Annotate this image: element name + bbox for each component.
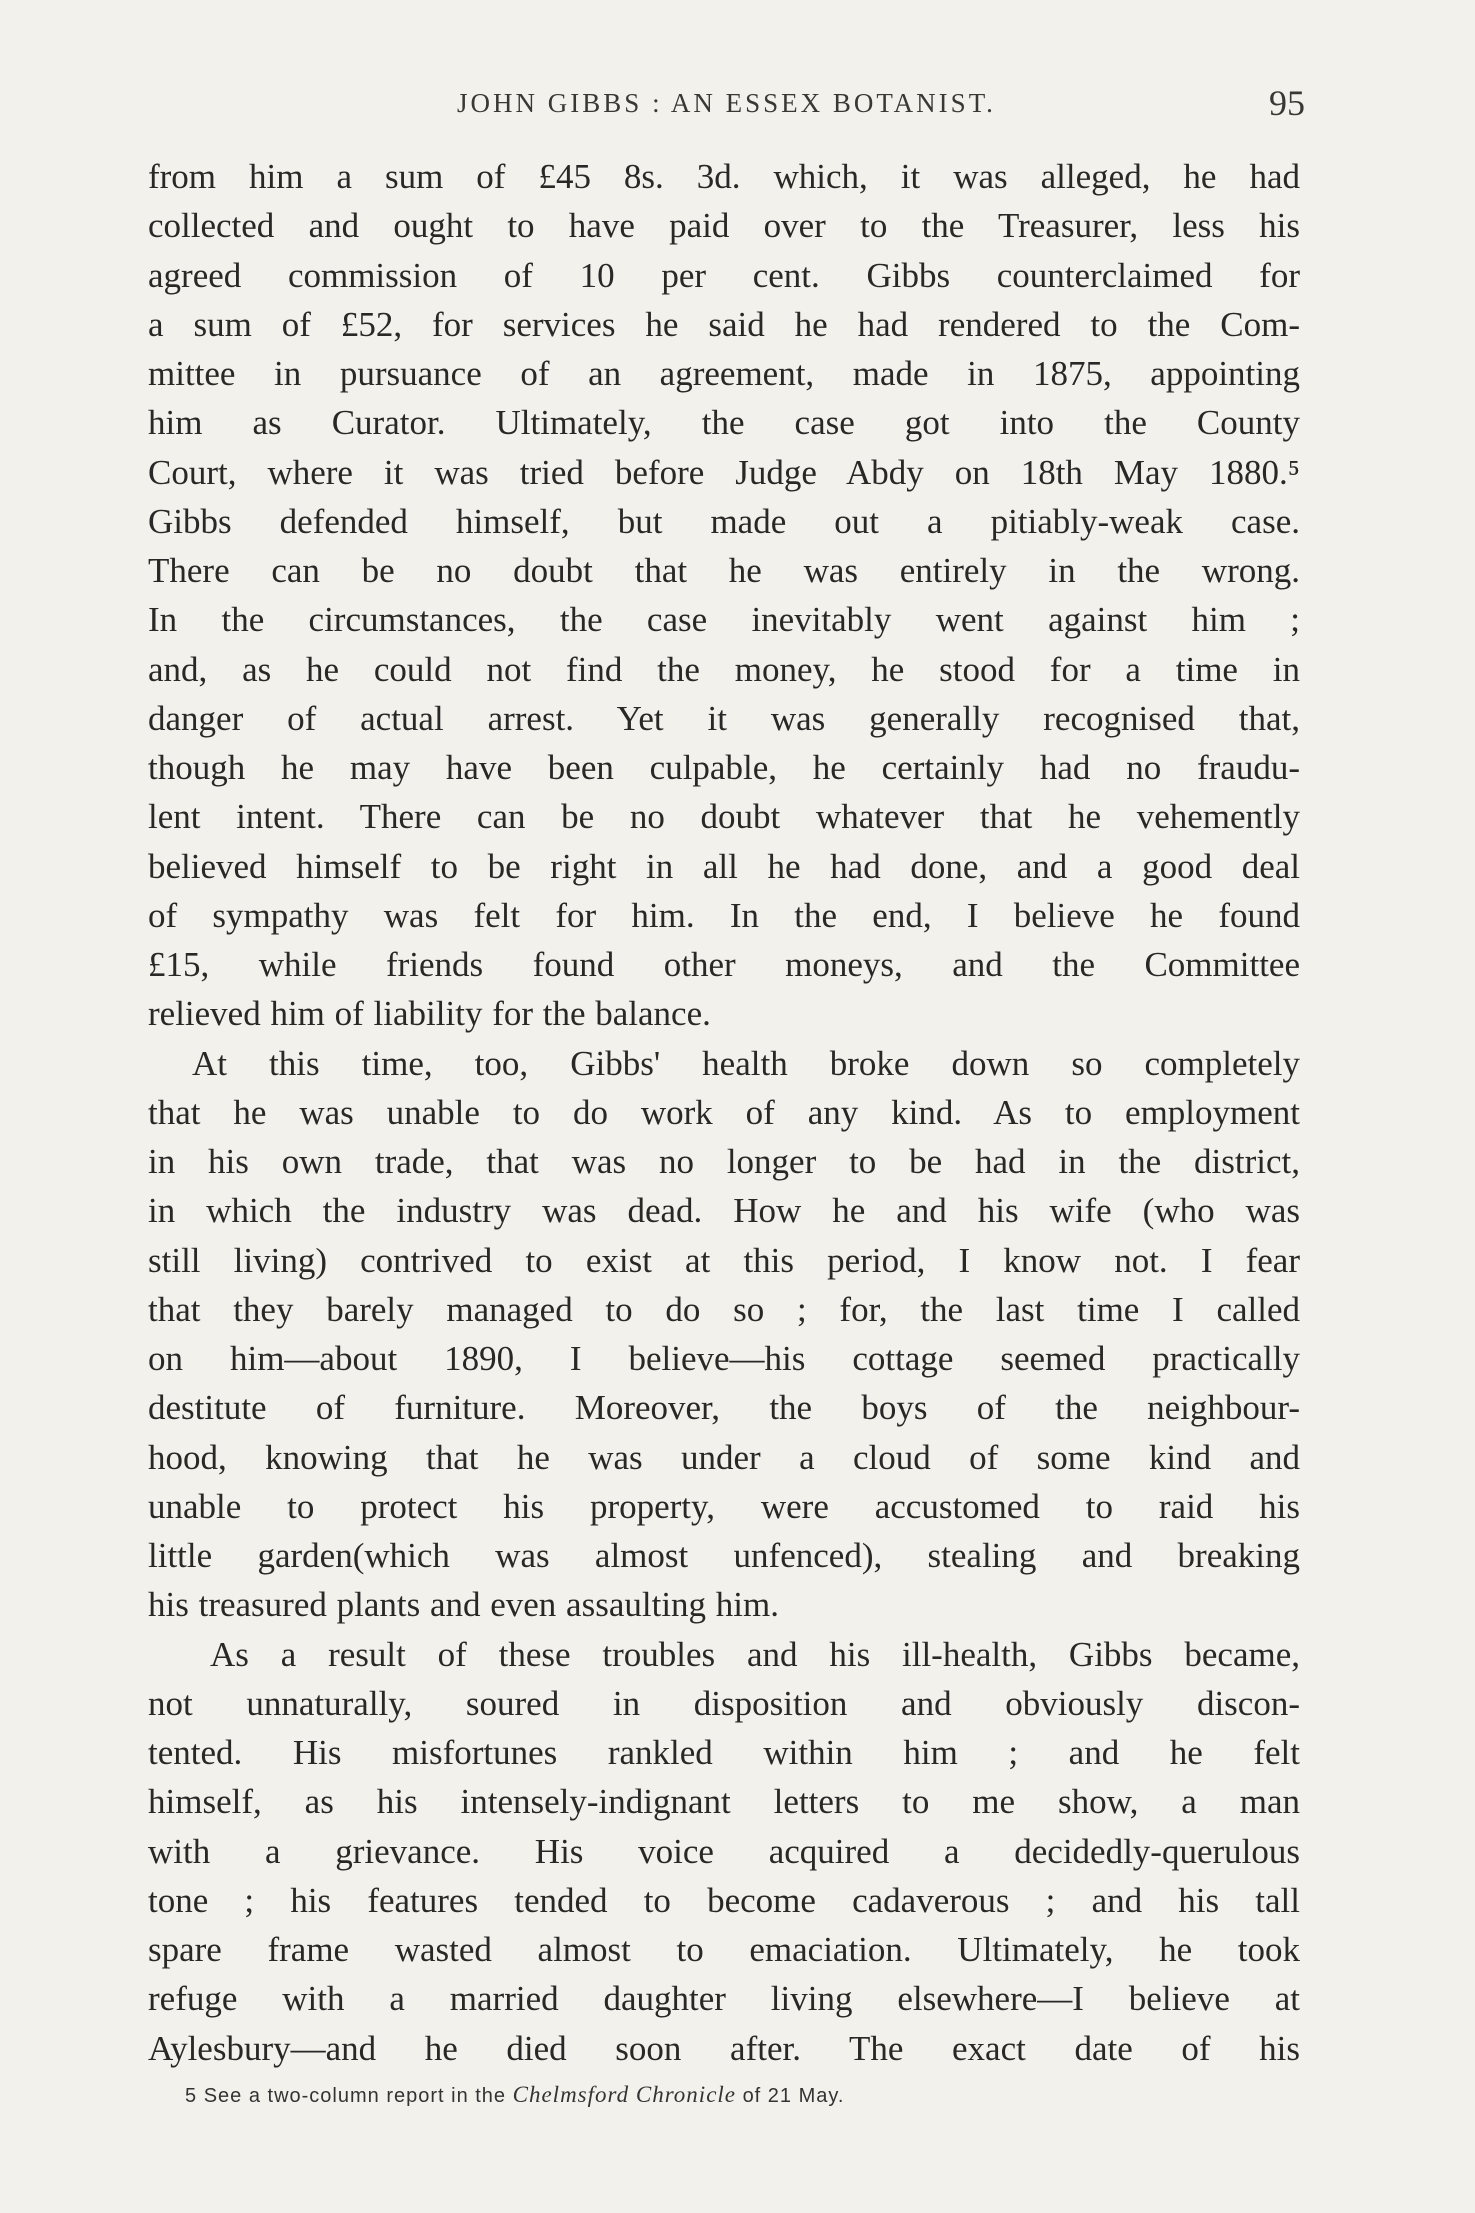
text-line: collected and ought to have paid over to the Treasurer, less his [148,206,1300,246]
text-line: still living) contrived to exist at this period, I know not. I fear [148,1240,1300,1280]
body-text [148,152,1300,2073]
text-line: agreed commission of 10 per cent. Gibbs counterclaimed for [148,255,1300,295]
text-line: in his own trade, that was no longer to be had in the district, [148,1142,1300,1181]
paragraph-end-line: his treasured plants and even assaulting him. [148,1585,779,1625]
text-line: £15, while friends found other moneys, and the Committee [148,945,1300,984]
running-title: JOHN GIBBS : AN ESSEX BOTANIST. [457,88,996,118]
text-line: on him—about 1890, I believe—his cottage seemed practically [148,1339,1300,1378]
text-line: and, as he could not find the money, he stood for a time in [148,649,1300,689]
text-line: from him a sum of £45 8s. 3d. which, it was alleged, he had [148,157,1300,196]
paragraph-start-line: At this time, too, Gibbs' health broke down so completely [192,1043,1300,1083]
paragraph-start-line: As a result of these troubles and his ill-health, Gibbs became, [210,1634,1300,1674]
text-line: In the circumstances, the case inevitably went against him ; [148,600,1300,640]
text-line: with a grievance. His voice acquired a decidedly-querulous [148,1831,1300,1871]
text-line: him as Curator. Ultimately, the case got into the County [148,403,1300,443]
footnote-number: 5 [185,2085,198,2107]
text-line: There can be no doubt that he was entirely in the wrong. [148,551,1300,590]
text-line: refuge with a married daughter living elsewhere—I believe at [148,1979,1300,2019]
footnote-publication: Chelmsford Chronicle [512,2082,736,2107]
text-line: lent intent. There can be no doubt whatever that he vehemently [148,797,1300,837]
text-line: little garden(which was almost unfenced), stealing and breaking [148,1536,1300,1575]
text-line: in which the industry was dead. How he and his wife (who was [148,1191,1300,1231]
text-line: a sum of £52, for services he said he had rendered to the Com- [148,304,1300,344]
paragraph-end-line: relieved him of liability for the balance. [148,994,711,1034]
footnote-text-end: of 21 May. [742,2085,845,2107]
text-line: Aylesbury—and he died soon after. The exact date of his [148,2028,1300,2068]
text-line: Court, where it was tried before Judge Abdy on 18th May 1880.⁵ [148,452,1300,492]
text-line: unable to protect his property, were accustomed to raid his [148,1486,1300,1526]
text-line: believed himself to be right in all he had done, and a good deal [148,846,1300,886]
text-line: of sympathy was felt for him. In the end, I believe he found [148,895,1300,935]
text-line: hood, knowing that he was under a cloud of some kind and [148,1437,1300,1477]
text-line: mittee in pursuance of an agreement, made in 1875, appointing [148,354,1300,393]
text-line: Gibbs defended himself, but made out a pitiably-weak case. [148,501,1300,541]
text-line: himself, as his intensely-indignant letters to me show, a man [148,1782,1300,1822]
text-line: though he may have been culpable, he certainly had no fraudu- [148,748,1300,787]
text-line: destitute of furniture. Moreover, the boys of the neighbour- [148,1388,1300,1428]
footnote-text: See a two-column report in the [203,2085,507,2107]
text-line: not unnaturally, soured in disposition and obviously discon- [148,1683,1300,1723]
text-line: danger of actual arrest. Yet it was generally recognised that, [148,698,1300,738]
footnote [185,2082,844,2108]
text-line: that they barely managed to do so ; for, the last time I called [148,1289,1300,1329]
text-line: tented. His misfortunes rankled within him ; and he felt [148,1733,1300,1772]
text-line: tone ; his features tended to become cadaverous ; and his tall [148,1880,1300,1920]
text-line: spare frame wasted almost to emaciation. Ultimately, he took [148,1930,1300,1969]
running-head [148,82,1305,132]
text-line: that he was unable to do work of any kind. As to employment [148,1092,1300,1132]
page-number: 95 [1269,83,1305,123]
